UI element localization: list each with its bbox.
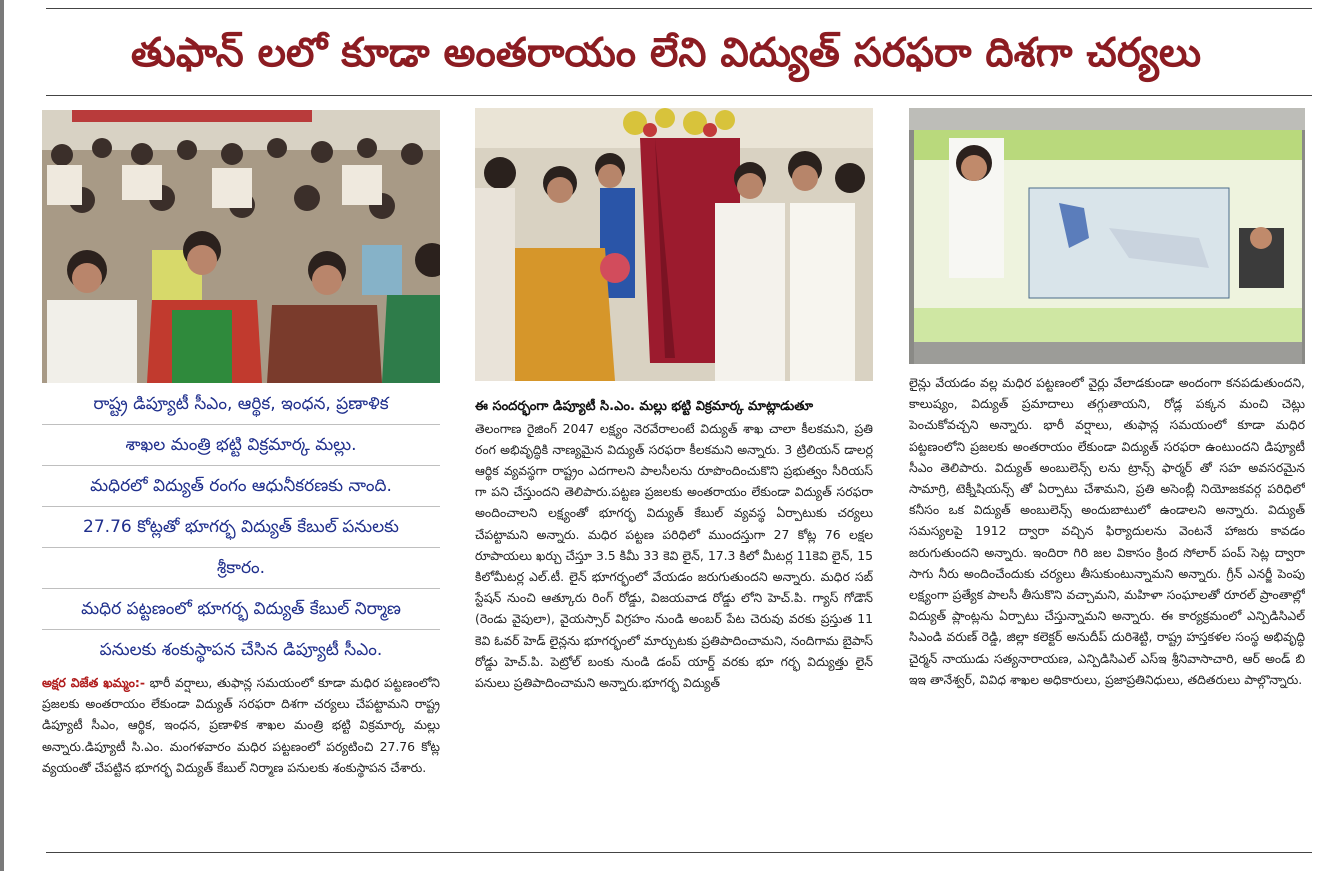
dateline: అక్షర విజేత ఖమ్మం:- [42, 675, 146, 690]
article-text: భారీ వర్షాలు, తుఫాన్ల సమయంలో కూడా మధిర పట్టణంలోని ప్రజలకు అంతరాయం లేకుండా విద్యుత్ సరఫరా దిశగా చర్యలు చేపట్టామని రాష్ట్ర డిప్యూటీ సీఎం, ఆర్థిక, ఇంధన, ప్రణాళిక శాఖల మంత్రి భట్టి విక్రమార్క మల్లు అన్నారు.డిప్యూటీ సి.ఎం. మంగళవారం మధిర పట్టణంలో పర్యటించి 27.76 కోట్ల వ్యయంతో చేపట్టిన భూగర్భ విద్యుత్ కేబుల్ నిర్మాణ పనులకు శంకుస్థాపన చేశారు. [42, 675, 440, 775]
caption-line: పనులకు శంకుస్థాపన చేసిన డిప్యూటీ సీఎం. [99, 640, 383, 660]
article-column-3 [909, 372, 1305, 848]
article-text: తెలంగాణ రైజింగ్ 2047 లక్ష్యం నెరవేరాలంటే విద్యుత్ శాఖ చాలా కీలకమని, ప్రతి రంగ అభివృద్ధికి నాణ్యమైన విద్యుత్ సరఫరా కీలకమని అన్నారు. 3 ట్రిలియన్ డాలర్ల ఆర్థిక వ్యవస్థగా రాష్ట్రం ఎదగాలని పాలసీలను రూపొందించుకొని ప్రభుత్వం సీరియస్ గా పని చేస్తుందని తెలిపారు.పట్టణ ప్రజలకు అంతరాయం లేకుండా విద్యుత్ సరఫరా అందించాలని లక్ష్యంతో భూగర్భ విద్యుత్ కేబుల్ వ్యవస్థ ఏర్పాటుకు చర్యలు చేపట్టామని అన్నారు. మధిర పట్టణ పరిధిలో ముందస్తుగా 27 కోట్ల 76 లక్షల రూపాయలు ఖర్చు చేస్తూ 3.5 కిమీ 33 కెవి లైన్, 17.3 కిలో మీటర్ల 11కెవి లైన్, 15 కిలోమీటర్ల ఎల్.టీ. లైన్ భూగర్భంలో వేయడం జరుగుతుందని అన్నారు. మధిర సబ్ స్టేషన్ నుంచి ఆత్కూరు రింగ్ రోడ్డు, విజయవాడ రోడ్డు లోని హెచ్.పి. గ్యాస్ గోడౌన్ (రెండు వైపులా), వైయస్సార్ విగ్రహం నుండి అంబర్ పేట చెరువు వరకు ప్రస్తుత 11 కెవి ఓవర్ హెడ్ లైన్లను భూగర్భంలో మార్చుటకు ప్రతిపాదించామని, నందిగామ బైపాస్ రోడ్డు హెచ్.పి. పెట్రోల్ బంకు నుండి డంప్ యార్డ్ వరకు భూ గర్భ విద్యుత్తు లైన్ పనులు ప్రతిపాదించామని అన్నారు.భూగర్భ విద్యుత్ [475, 420, 873, 691]
bottom-rule [46, 852, 1312, 853]
article-column-2 [475, 396, 873, 848]
article-column-1 [42, 672, 440, 844]
page-left-edge [0, 0, 4, 871]
caption-line: మధిర పట్టణంలో భూగర్భ విద్యుత్ కేబుల్ నిర్మాణ [42, 589, 440, 630]
photo-audience [42, 110, 440, 383]
caption-line: శాఖల మంత్రి భట్టి విక్రమార్క మల్లు. [42, 425, 440, 466]
photo-captions [42, 384, 440, 671]
caption-line: మధిరలో విద్యుత్ రంగం ఆధునీకరణకు నాంది. [42, 466, 440, 507]
caption-line: శ్రీకారం. [42, 548, 440, 589]
caption-line: 27.76 కోట్లతో భూగర్భ విద్యుత్ కేబుల్ పనులకు [42, 507, 440, 548]
photo-banner [909, 108, 1305, 364]
article-subhead: ఈ సందర్భంగా డిప్యూటీ సి.ఎం. మల్లు భట్టి విక్రమార్క మాట్లాడుతూ [475, 399, 814, 414]
caption-line: రాష్ట్ర డిప్యూటీ సీఎం, ఆర్థిక, ఇంధన, ప్రణాళిక [42, 384, 440, 425]
headline: తుఫాన్ లలో కూడా అంతరాయం లేని విద్యుత్ సరఫరా దిశగా చర్యలు [130, 30, 1202, 76]
article-text: లైన్లు వేయడం వల్ల మధిర పట్టణంలో వైర్లు వేలాడకుండా అందంగా కనపడుతుందని, కాలుష్యం, విద్యుత్ ప్రమాదాలు తగ్గుతాయని, రోడ్ల పక్కన మంచి చెట్లు పెంచుకోవచ్చని అన్నారు. భారీ వర్షాలు, తుఫాన్ల సమయంలో కూడా మధిర పట్టణంలోని ప్రజలకు అంతరాయం లేకుండా విద్యుత్ సరఫరా ఉంటుందని డిప్యూటీ సీఎం తెలిపారు. విద్యుత్ అంబులెన్స్ లను ట్రాన్స్ ఫార్మర్ తో సహ అవసరమైన సామాగ్రి, టెక్నీషియన్స్ తో ఏర్పాటు చేశామని, ప్రతి అసెంబ్లీ నియోజకవర్గ పరిధిలో కనీసం ఒక విద్యుత్ అంబులెన్స్ అందుబాటులో ఉండాలని అన్నారు. విద్యుత్ సమస్యలపై 1912 ద్వారా వచ్చిన ఫిర్యాదులను వెంటనే హాజరు కావడం జరుగుతుందని అన్నారు. ఇందిరా గిరి జల వికాసం క్రింద సోలార్ పంప్ సెట్ల ద్వారా సాగు నీరు అందించేందుకు చర్యలు తీసుకుంటున్నామని అన్నారు. గ్రీన్ ఎనర్జీ పెంపు లక్ష్యంగా ప్రత్యేక పాలసీ తీసుకొని వచ్చామని, మహిళా సంఘాలతో రూరల్ ప్రాంతాల్లో విద్యుత్ ప్లాంట్లను ఏర్పాటు చేస్తున్నామని అన్నారు. ఈ కార్యక్రమంలో ఎన్పిడిసిఎల్ సిఎండి వరుణ్ రెడ్డి, జిల్లా కలెక్టర్ అనుదీప్ దురిశెట్టి, రాష్ట్ర హస్తకళల సంస్థ అభివృద్ధి చైర్మన్ నాయుడు సత్యనారాయణ, ఎన్పిడిసిఎల్ ఎస్ఇ శ్రీనివాసాచారి, ఆర్ అండ్ బి ఇఇ తానేశ్వర్, వివిధ శాఖల అధికారులు, ప్రజాప్రతినిధులు, తదితరులు పాల్గొన్నారు. [909, 375, 1305, 687]
photo-unveiling [475, 108, 873, 381]
top-rule [46, 8, 1312, 9]
headline-rule [46, 95, 1312, 96]
